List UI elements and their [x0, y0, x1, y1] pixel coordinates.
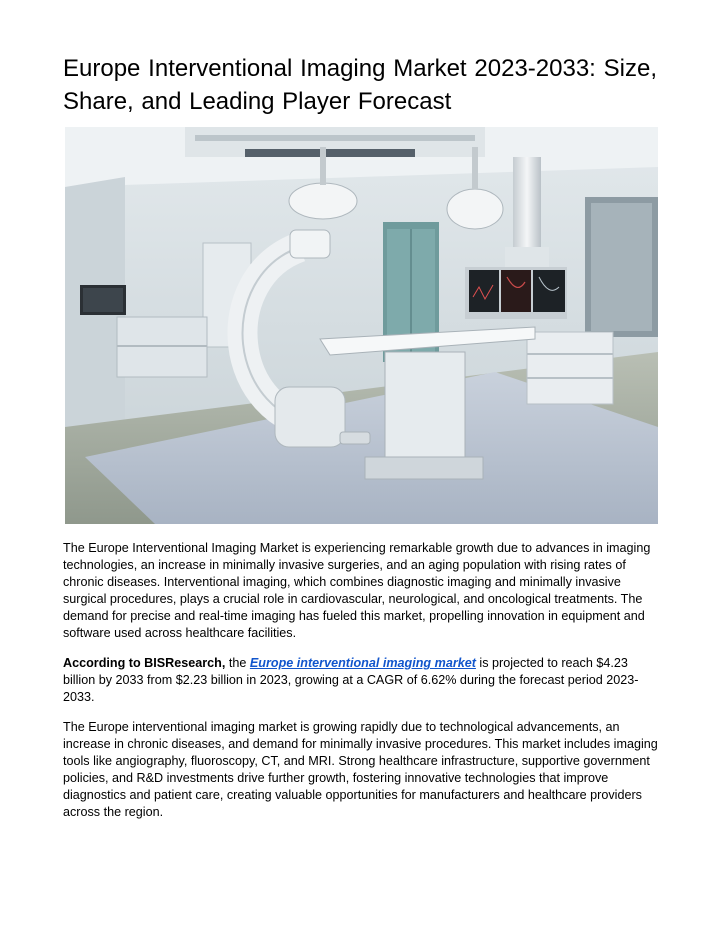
research-paragraph	[63, 655, 659, 706]
hero-image	[65, 127, 658, 524]
market-report-link[interactable]: Europe interventional imaging market	[249, 656, 476, 670]
research-connector: the	[225, 656, 250, 670]
operating-room-illustration	[65, 127, 658, 524]
research-forecast-text: is projected to reach $4.23 billion by 2033 from $2.23 billion in 2023, growing at a CAGR of 6.62% during the forecast period 2023-2033.	[63, 656, 639, 704]
intro-paragraph: The Europe Interventional Imaging Market is experiencing remarkable growth due to advances in imaging technologies, an increase in minimally invasive surgeries, and an aging population with rising rates of chronic diseases. Interventional imaging, which combines diagnostic imaging and minimally invasive surgical procedures, plays a crucial role in cardiovascular, neurological, and oncological treatments. The demand for precise and real-time imaging has fueled this market, propelling innovation in equipment and software used across healthcare facilities.	[63, 541, 651, 640]
growth-paragraph: The Europe interventional imaging market is growing rapidly due to technological advancements, an increase in chronic diseases, and demand for minimally invasive procedures. This market includes imaging tools like angiography, fluoroscopy, CT, and MRI. Strong healthcare infrastructure, supportive government policies, and R&D investments drive further growth, fostering innovative technologies that improve diagnostics and patient care, creating valuable opportunities for manufacturers and healthcare providers across the region.	[63, 720, 658, 819]
page-title: Europe Interventional Imaging Market 2023-2033: Size, Share, and Leading Player Forecast	[63, 55, 657, 115]
source-lead: According to BISResearch,	[63, 656, 226, 670]
